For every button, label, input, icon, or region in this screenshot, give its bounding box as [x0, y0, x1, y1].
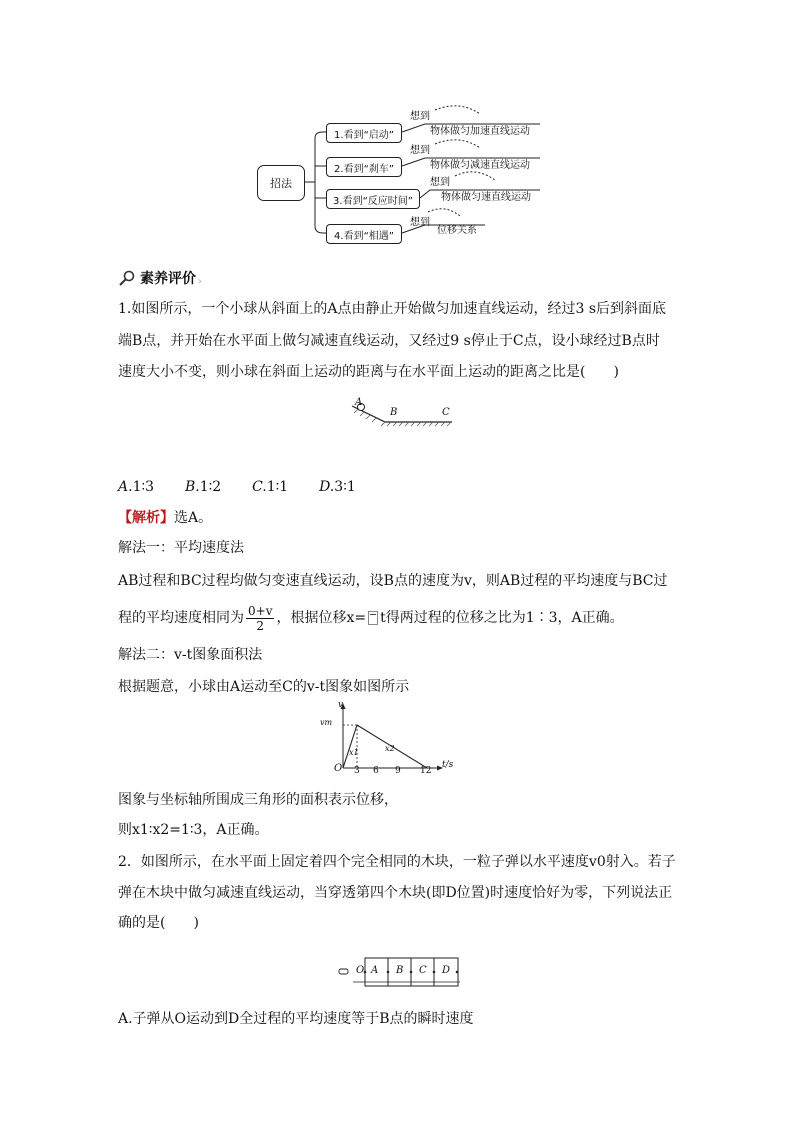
method2-title: 解法二：v-t图象面积法 [118, 647, 263, 663]
section-header [118, 268, 202, 288]
vt-v-label: v [338, 700, 344, 710]
q1-line-2: 端B点，并开始在水平面上做匀减速直线运动，又经过9 s停止于C点，设小球经过B点时 [118, 333, 660, 349]
fraction-numerator: 0+v [248, 603, 273, 618]
vt-vm-label: vm [320, 718, 333, 727]
q1-option-a-text: 1∶3 [132, 479, 155, 495]
vt-tick-9: 9 [395, 766, 401, 776]
mindmap-think-2: 想到 [410, 145, 430, 156]
q1-label-a: A [355, 397, 363, 408]
q1-option-b-text: 1∶2 [199, 479, 222, 495]
q1-line-3: 速度大小不变，则小球在斜面上运动的距离与在水平面上运动的距离之比是( ) [118, 364, 619, 380]
q2-line-3: 确的是( ) [118, 915, 199, 931]
q1-option-a-key: A. [118, 479, 133, 495]
mean-velocity-fraction [246, 604, 274, 633]
q2-label-d: D [442, 965, 451, 976]
q2-option-a: A.子弹从O运动到D全过程的平均速度等于B点的瞬时速度 [118, 1011, 474, 1027]
q2-line-2: 弹在木块中做匀减速直线运动，当穿透第四个木块(即D位置)时速度恰好为零，下列说法正 [118, 885, 673, 901]
method1-line-2 [118, 602, 624, 634]
vt-x2-label: x2 [385, 744, 395, 753]
analysis-answer: 选A。 [174, 510, 213, 526]
method2-line-1: 根据题意，小球由A运动至C的v-t图象如图所示 [118, 679, 410, 695]
vt-origin-label: O [334, 763, 343, 774]
q2-label-c: C [419, 965, 427, 976]
method1-title: 解法一：平均速度法 [118, 540, 244, 556]
q2-line-1: 2．如图所示，在水平面上固定着四个完全相同的木块，一粒子弹以水平速度v0射入。若子 [118, 854, 676, 870]
q1-options [118, 477, 356, 497]
mean-velocity-symbol-icon [368, 611, 378, 625]
mindmap-target-1: 物体做匀加速直线运动 [430, 126, 530, 137]
mindmap-target-2: 物体做匀减速直线运动 [430, 160, 530, 171]
section-title: 素养评价 [140, 271, 196, 287]
mindmap-branch-3: 3.看到“反应时间” [326, 189, 420, 209]
vt-tick-6: 6 [373, 766, 379, 776]
section-title-decoration: › [198, 277, 202, 287]
vt-tick-3: 3 [354, 766, 360, 776]
analysis-answer-line [118, 508, 212, 528]
vt-t-label: t/s [442, 760, 454, 770]
fraction-denominator: 2 [256, 618, 265, 633]
q2-label-b: B [396, 965, 404, 976]
magnifier-icon [118, 270, 136, 286]
mindmap-branch-2: 2.看到“刹车” [326, 157, 402, 177]
vt-x1-label: x1 [349, 748, 359, 757]
q2-label-a: A [371, 965, 379, 976]
mindmap-think-1: 想到 [410, 111, 430, 122]
mindmap-target-3: 物体做匀速直线运动 [441, 192, 531, 203]
q1-option-c-key: C. [252, 479, 267, 495]
mindmap-think-3: 想到 [430, 177, 450, 188]
method1-line-2-b: ，根据位移x= [276, 610, 367, 626]
mindmap-target-4: 位移关系 [437, 225, 477, 236]
q1-line-1: 1.如图所示，一个小球从斜面上的A点由静止开始做匀加速直线运动，经过3 s后到斜面底 [118, 301, 667, 317]
q1-option-b-key: B. [184, 479, 200, 495]
method2-line-2: 图象与坐标轴所围成三角形的面积表示位移， [118, 792, 398, 808]
mindmap-root: 招法 [257, 165, 305, 201]
method1-line-2-c: t得两过程的位移之比为1∶3，A正确。 [380, 610, 624, 626]
q2-label-o: O [356, 965, 365, 976]
method1-line-1: AB过程和BC过程均做匀变速直线运动，设B点的速度为v，则AB过程的平均速度与BC过 [118, 573, 668, 589]
method1-line-2-a: 程的平均速度相同为 [118, 610, 244, 626]
q1-label-b: B [390, 407, 398, 418]
mindmap-branch-4: 4.看到“相遇” [326, 224, 402, 244]
mindmap-think-4: 想到 [410, 217, 430, 228]
q1-label-c: C [442, 407, 450, 418]
q1-option-c-text: 1∶1 [266, 479, 289, 495]
q1-option-d-key: D. [319, 479, 335, 495]
vt-tick-12: 12 [420, 766, 432, 776]
analysis-tag: 【解析】 [118, 510, 174, 526]
q1-option-d-text: 3∶1 [334, 479, 356, 495]
method2-line-3: 则x1∶x2=1∶3，A正确。 [118, 822, 269, 838]
mindmap-branch-1: 1.看到“启动” [326, 123, 402, 143]
